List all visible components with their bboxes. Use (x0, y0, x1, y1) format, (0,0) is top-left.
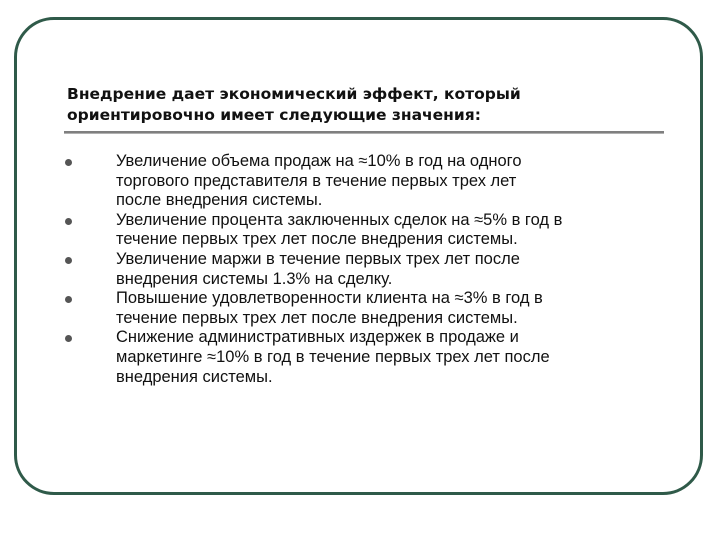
slide-title-line-1: Внедрение дает экономический эффект, который (67, 85, 521, 103)
bullet-list (64, 152, 674, 387)
bullet-item-margin (64, 250, 674, 289)
bullet-text-line: Увеличение объема продаж на ≈10% в год на одного (116, 152, 522, 170)
bullet-text-line: после внедрения системы. (116, 191, 323, 210)
bullet-text-line: внедрения системы 1.3% на сделку. (116, 269, 393, 288)
bullet-text-line: Увеличение процента заключенных сделок на ≈5% в год в (116, 210, 563, 229)
slide-title-line-2: ориентировочно имеет следующие значения: (67, 106, 481, 124)
slide-title (67, 84, 667, 126)
bullet-item-deal-rate (64, 211, 674, 250)
bullet-text-line: течение первых трех лет после внедрения системы. (116, 230, 518, 249)
bullet-dot-icon (65, 159, 72, 166)
bullet-dot-icon (65, 296, 72, 303)
bullet-dot-icon (65, 257, 72, 264)
bullet-text-line: Повышение удовлетворенности клиента на ≈3% в год в (116, 289, 543, 308)
bullet-text-line: торгового представителя в течение первых трех лет (116, 171, 517, 190)
bullet-text-line: маркетинге ≈10% в год в течение первых трех лет после (116, 347, 550, 366)
bullet-dot-icon (65, 335, 72, 342)
bullet-text-line: Снижение административных издержек в продаже и (116, 328, 519, 347)
bullet-text-line: внедрения системы. (116, 367, 273, 386)
bullet-dot-icon (65, 218, 72, 225)
bullet-item-sales-volume (64, 152, 674, 211)
bullet-text-line: Увеличение маржи в течение первых трех лет после (116, 249, 520, 268)
bullet-item-customer-satisfaction (64, 289, 674, 328)
title-divider (64, 131, 664, 134)
bullet-text-line: течение первых трех лет после внедрения системы. (116, 308, 518, 327)
bullet-item-admin-costs (64, 328, 674, 387)
